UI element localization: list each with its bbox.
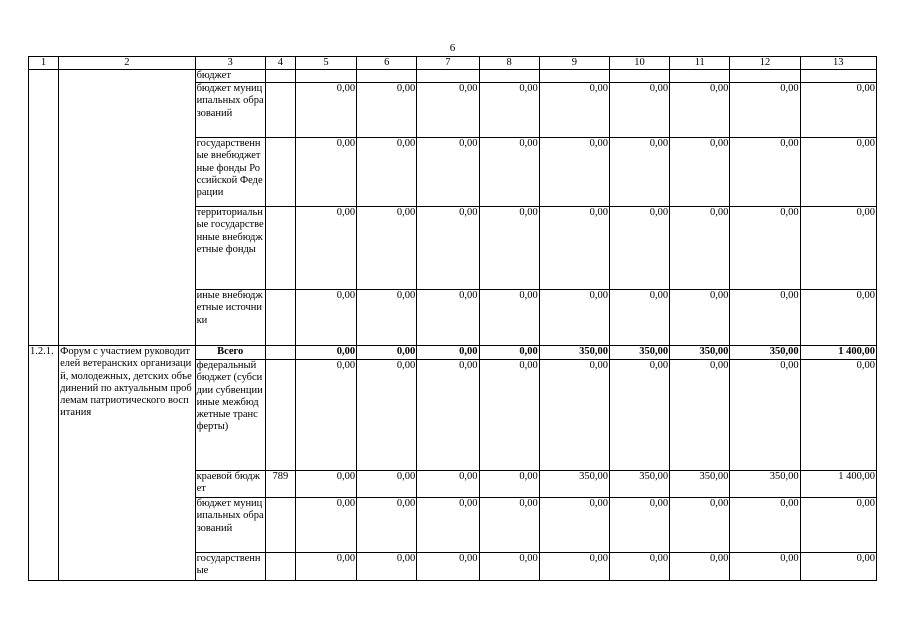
funding-source-cell: федеральный бюджет (субсидии субвенции иные межбюджетные трансферты)	[195, 360, 265, 471]
value-cell-col-13: 1 400,00	[800, 471, 876, 498]
column-header-13: 13	[800, 57, 876, 70]
value-cell-col-11	[670, 70, 730, 83]
value-cell-col-8: 0,00	[479, 498, 539, 553]
column-header-7: 7	[417, 57, 479, 70]
value-cell-col-12: 0,00	[730, 290, 800, 346]
table-row	[29, 70, 877, 83]
value-cell-col-5: 0,00	[295, 471, 356, 498]
value-cell-col-12: 0,00	[730, 138, 800, 207]
value-cell-col-9: 0,00	[539, 553, 609, 581]
value-cell-col-9	[539, 70, 609, 83]
value-cell-col-9: 0,00	[539, 290, 609, 346]
value-cell-col-7: 0,00	[417, 471, 479, 498]
value-cell-col-10: 0,00	[609, 138, 669, 207]
value-cell-col-10: 0,00	[609, 207, 669, 290]
value-cell-col-6	[357, 70, 417, 83]
item-title-cell	[59, 70, 195, 346]
value-cell-col-10: 0,00	[609, 290, 669, 346]
value-cell-col-11: 0,00	[670, 290, 730, 346]
value-cell-col-9: 350,00	[539, 471, 609, 498]
item-title-cell: Форум с участием руководителей ветеранских организаций, молодежных, детских объединений по актуальным проблемам патриотического воспитания	[59, 346, 195, 581]
value-cell-col-11: 0,00	[670, 83, 730, 138]
value-cell-col-7: 0,00	[417, 83, 479, 138]
budget-code-cell	[265, 360, 295, 471]
funding-source-cell: территориальные государственные внебюджетные фонды	[195, 207, 265, 290]
value-cell-col-13: 0,00	[800, 138, 876, 207]
column-header-2: 2	[59, 57, 195, 70]
column-header-5: 5	[295, 57, 356, 70]
value-cell-col-8: 0,00	[479, 553, 539, 581]
value-cell-col-5: 0,00	[295, 207, 356, 290]
column-header-row	[29, 57, 877, 70]
value-cell-col-8: 0,00	[479, 346, 539, 360]
value-cell-col-9: 0,00	[539, 207, 609, 290]
value-cell-col-6: 0,00	[357, 290, 417, 346]
value-cell-col-13	[800, 70, 876, 83]
value-cell-col-8	[479, 70, 539, 83]
value-cell-col-8: 0,00	[479, 138, 539, 207]
budget-code-cell	[265, 207, 295, 290]
value-cell-col-8: 0,00	[479, 290, 539, 346]
budget-code-cell	[265, 83, 295, 138]
budget-code-cell	[265, 346, 295, 360]
value-cell-col-12: 0,00	[730, 207, 800, 290]
column-header-11: 11	[670, 57, 730, 70]
value-cell-col-9: 0,00	[539, 498, 609, 553]
column-header-9: 9	[539, 57, 609, 70]
value-cell-col-13: 0,00	[800, 360, 876, 471]
value-cell-col-6: 0,00	[357, 360, 417, 471]
funding-source-cell: Всего	[195, 346, 265, 360]
item-number-cell: 1.2.1.	[29, 346, 59, 581]
budget-code-cell	[265, 290, 295, 346]
value-cell-col-11: 0,00	[670, 360, 730, 471]
table-row	[29, 346, 877, 360]
budget-code-cell	[265, 70, 295, 83]
column-header-1: 1	[29, 57, 59, 70]
value-cell-col-5: 0,00	[295, 83, 356, 138]
column-header-6: 6	[357, 57, 417, 70]
column-header-10: 10	[609, 57, 669, 70]
budget-code-cell: 789	[265, 471, 295, 498]
value-cell-col-5	[295, 70, 356, 83]
budget-code-cell	[265, 138, 295, 207]
value-cell-col-8: 0,00	[479, 207, 539, 290]
value-cell-col-13: 0,00	[800, 553, 876, 581]
value-cell-col-13: 0,00	[800, 83, 876, 138]
value-cell-col-11: 0,00	[670, 207, 730, 290]
value-cell-col-6: 0,00	[357, 553, 417, 581]
funding-source-cell: государственные внебюджетные фонды Российской Федерации	[195, 138, 265, 207]
value-cell-col-5: 0,00	[295, 553, 356, 581]
value-cell-col-7: 0,00	[417, 498, 479, 553]
value-cell-col-12: 350,00	[730, 346, 800, 360]
value-cell-col-6: 0,00	[357, 83, 417, 138]
value-cell-col-5: 0,00	[295, 138, 356, 207]
value-cell-col-8: 0,00	[479, 83, 539, 138]
value-cell-col-9: 350,00	[539, 346, 609, 360]
value-cell-col-12: 0,00	[730, 498, 800, 553]
value-cell-col-6: 0,00	[357, 346, 417, 360]
budget-code-cell	[265, 498, 295, 553]
value-cell-col-11: 350,00	[670, 471, 730, 498]
value-cell-col-5: 0,00	[295, 290, 356, 346]
value-cell-col-7: 0,00	[417, 290, 479, 346]
value-cell-col-12: 350,00	[730, 471, 800, 498]
value-cell-col-10: 0,00	[609, 498, 669, 553]
value-cell-col-12: 0,00	[730, 360, 800, 471]
value-cell-col-13: 0,00	[800, 207, 876, 290]
funding-source-cell: бюджет	[195, 70, 265, 83]
value-cell-col-13: 0,00	[800, 498, 876, 553]
value-cell-col-5: 0,00	[295, 498, 356, 553]
value-cell-col-11: 350,00	[670, 346, 730, 360]
value-cell-col-8: 0,00	[479, 471, 539, 498]
funding-source-cell: государственные	[195, 553, 265, 581]
financing-table	[28, 56, 877, 581]
value-cell-col-10: 350,00	[609, 346, 669, 360]
value-cell-col-10: 0,00	[609, 83, 669, 138]
budget-code-cell	[265, 553, 295, 581]
value-cell-col-13: 0,00	[800, 290, 876, 346]
value-cell-col-7: 0,00	[417, 346, 479, 360]
value-cell-col-6: 0,00	[357, 471, 417, 498]
funding-source-cell: краевой бюджет	[195, 471, 265, 498]
column-header-12: 12	[730, 57, 800, 70]
value-cell-col-10: 0,00	[609, 360, 669, 471]
page-number: 6	[449, 42, 456, 54]
value-cell-col-7	[417, 70, 479, 83]
value-cell-col-10: 0,00	[609, 553, 669, 581]
value-cell-col-13: 1 400,00	[800, 346, 876, 360]
value-cell-col-7: 0,00	[417, 360, 479, 471]
value-cell-col-6: 0,00	[357, 138, 417, 207]
value-cell-col-11: 0,00	[670, 498, 730, 553]
value-cell-col-8: 0,00	[479, 360, 539, 471]
funding-source-cell: бюджет муниципальных образований	[195, 83, 265, 138]
funding-source-cell: иные внебюджетные источники	[195, 290, 265, 346]
value-cell-col-11: 0,00	[670, 553, 730, 581]
column-header-3: 3	[195, 57, 265, 70]
value-cell-col-10	[609, 70, 669, 83]
value-cell-col-11: 0,00	[670, 138, 730, 207]
column-header-8: 8	[479, 57, 539, 70]
value-cell-col-5: 0,00	[295, 360, 356, 471]
value-cell-col-7: 0,00	[417, 138, 479, 207]
value-cell-col-9: 0,00	[539, 83, 609, 138]
value-cell-col-6: 0,00	[357, 207, 417, 290]
column-header-4: 4	[265, 57, 295, 70]
value-cell-col-5: 0,00	[295, 346, 356, 360]
value-cell-col-10: 350,00	[609, 471, 669, 498]
value-cell-col-9: 0,00	[539, 360, 609, 471]
value-cell-col-12	[730, 70, 800, 83]
value-cell-col-12: 0,00	[730, 553, 800, 581]
funding-source-cell: бюджет муниципальных образований	[195, 498, 265, 553]
value-cell-col-7: 0,00	[417, 553, 479, 581]
item-number-cell	[29, 70, 59, 346]
value-cell-col-7: 0,00	[417, 207, 479, 290]
value-cell-col-6: 0,00	[357, 498, 417, 553]
value-cell-col-9: 0,00	[539, 138, 609, 207]
value-cell-col-12: 0,00	[730, 83, 800, 138]
